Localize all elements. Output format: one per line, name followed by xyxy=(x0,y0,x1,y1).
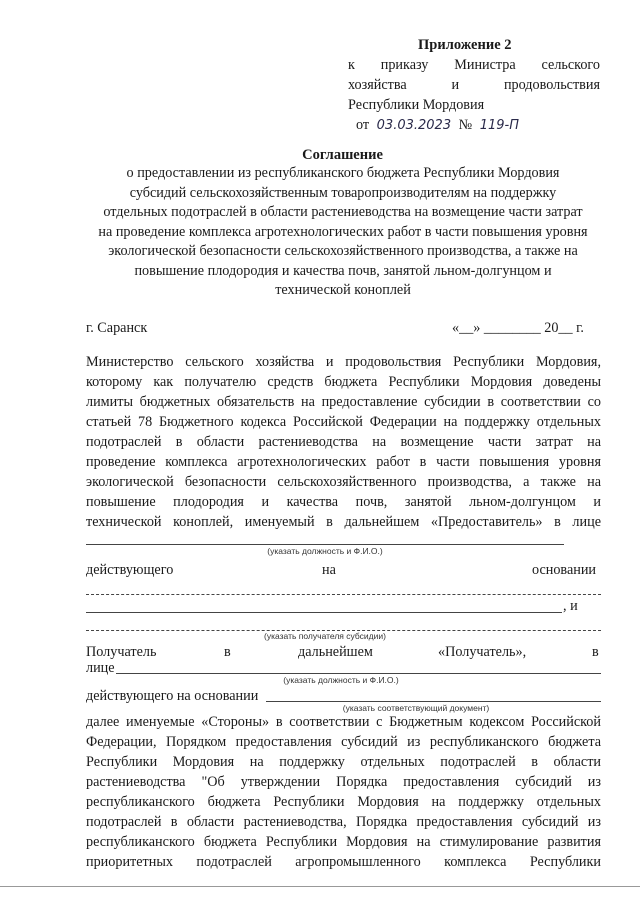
text-line: лимиты бюджетных обязательств на предоставление субсидии в соответствии со xyxy=(86,394,601,410)
text-line: Министерство сельского хозяйства и продовольствия Республики Мордовия, xyxy=(86,354,601,370)
subtitle-line: субсидий сельскохозяйственным товаропроизводителям на поддержку xyxy=(129,184,557,201)
agreement-subtitle xyxy=(78,164,608,301)
appendix-line-3: Республики Мордовия xyxy=(348,97,485,113)
on-label: на xyxy=(322,562,336,578)
text-line: статьей 78 Бюджетного кодекса Российской Федерации на поддержку отдельных xyxy=(86,414,601,430)
paragraph-1 xyxy=(86,352,601,532)
person-fill-line xyxy=(116,673,601,674)
text-line: технической коноплей, именуемый в дальнейшем «Предоставитель» в лице xyxy=(86,514,601,530)
and-label: , и xyxy=(563,598,578,614)
in-label: в xyxy=(224,644,231,660)
caption-document: (указать соответствующий документ) xyxy=(342,703,490,713)
caption-recipient: (указать получателя субсидии) xyxy=(264,631,386,641)
text-line: Федерации, Порядком предоставления субсидий из республиканского бюджета xyxy=(86,734,601,750)
recipient-quoted-label: «Получатель», xyxy=(438,644,527,660)
subtitle-line: технической коноплей xyxy=(275,282,411,298)
city: г. Саранск xyxy=(86,320,148,336)
basis-fill-line-1 xyxy=(86,594,601,595)
agreement-title: Соглашение xyxy=(302,147,383,163)
caption-position: (указать должность и Ф.И.О.) xyxy=(267,546,383,556)
acting-label: действующего xyxy=(86,562,174,578)
text-line: подотраслей в области растениеводства на возмещение части затрат на xyxy=(86,434,601,450)
text-line: которому как получателю средств бюджета Республики Мордовия доведены xyxy=(86,374,601,390)
subtitle-line: повышение плодородия и качества почв, занятой льном-долгунцом и xyxy=(134,262,552,279)
subtitle-line: отдельных подотраслей в области растениеводства на возмещение части затрат xyxy=(103,204,583,220)
subtitle-line: экологической безопасности сельскохозяйственного производства, а также на xyxy=(108,243,578,259)
text-line: подотраслей в области растениеводства, Порядка предоставления субсидий из xyxy=(86,814,601,830)
text-line: Республики Мордовия на поддержку отдельных подотраслей в области xyxy=(86,754,601,770)
handwritten-number: 119-П xyxy=(479,118,520,133)
text-line: приоритетных подотраслей агропромышленного комплекса Республики xyxy=(86,854,601,870)
further-label: дальнейшем xyxy=(298,644,373,660)
subtitle-line: о предоставлении из республиканского бюджета Республики Мордовия xyxy=(126,165,560,181)
appendix-line-1: к приказу Министра сельского xyxy=(348,57,600,73)
subtitle-line: на проведение комплекса агротехнологических работ в части повышения уровня xyxy=(98,223,588,240)
text-line: экологической безопасности сельскохозяйственного производства, а также на xyxy=(86,474,601,490)
text-line: проведение комплекса агротехнологических работ в части повышения уровня xyxy=(86,454,601,470)
date-prefix: от xyxy=(356,117,370,133)
text-line: республиканского бюджета Республики Мордовия на поддержку отдельных xyxy=(86,794,601,810)
text-line: повышение плодородия и качества почв, занятой льном-долгунцом и xyxy=(86,494,601,510)
appendix-line-2: хозяйства и продовольствия xyxy=(348,77,600,93)
in2-label: в xyxy=(592,644,599,660)
page-bottom-rule xyxy=(0,886,640,887)
basis-label: основании xyxy=(532,562,597,578)
caption-position-2: (указать должность и Ф.И.О.) xyxy=(283,675,399,685)
number-sign: № xyxy=(458,117,473,133)
text-line: республиканского бюджета Республики Мордовия на стимулирование развития xyxy=(86,834,601,850)
document-fill-line xyxy=(266,701,601,702)
text-line: растениеводства "Об утверждении Порядка предоставления субсидий из xyxy=(86,774,601,790)
appendix-title: Приложение 2 xyxy=(418,37,512,53)
appendix-date-line xyxy=(348,115,600,136)
handwritten-date: 03.03.2023 xyxy=(376,118,452,133)
appendix-block xyxy=(348,36,600,136)
acting-basis-label: действующего на основании xyxy=(86,688,259,704)
paragraph-2 xyxy=(86,712,601,872)
date-template: «__» ________ 20__ г. xyxy=(452,320,584,336)
basis-fill-line-2 xyxy=(86,612,562,613)
position-fill-line xyxy=(86,544,564,545)
person-label: лице xyxy=(86,660,115,676)
text-line: далее именуемые «Стороны» в соответствии с Бюджетным кодексом Российской xyxy=(86,714,601,730)
recipient-label: Получатель xyxy=(86,644,157,660)
